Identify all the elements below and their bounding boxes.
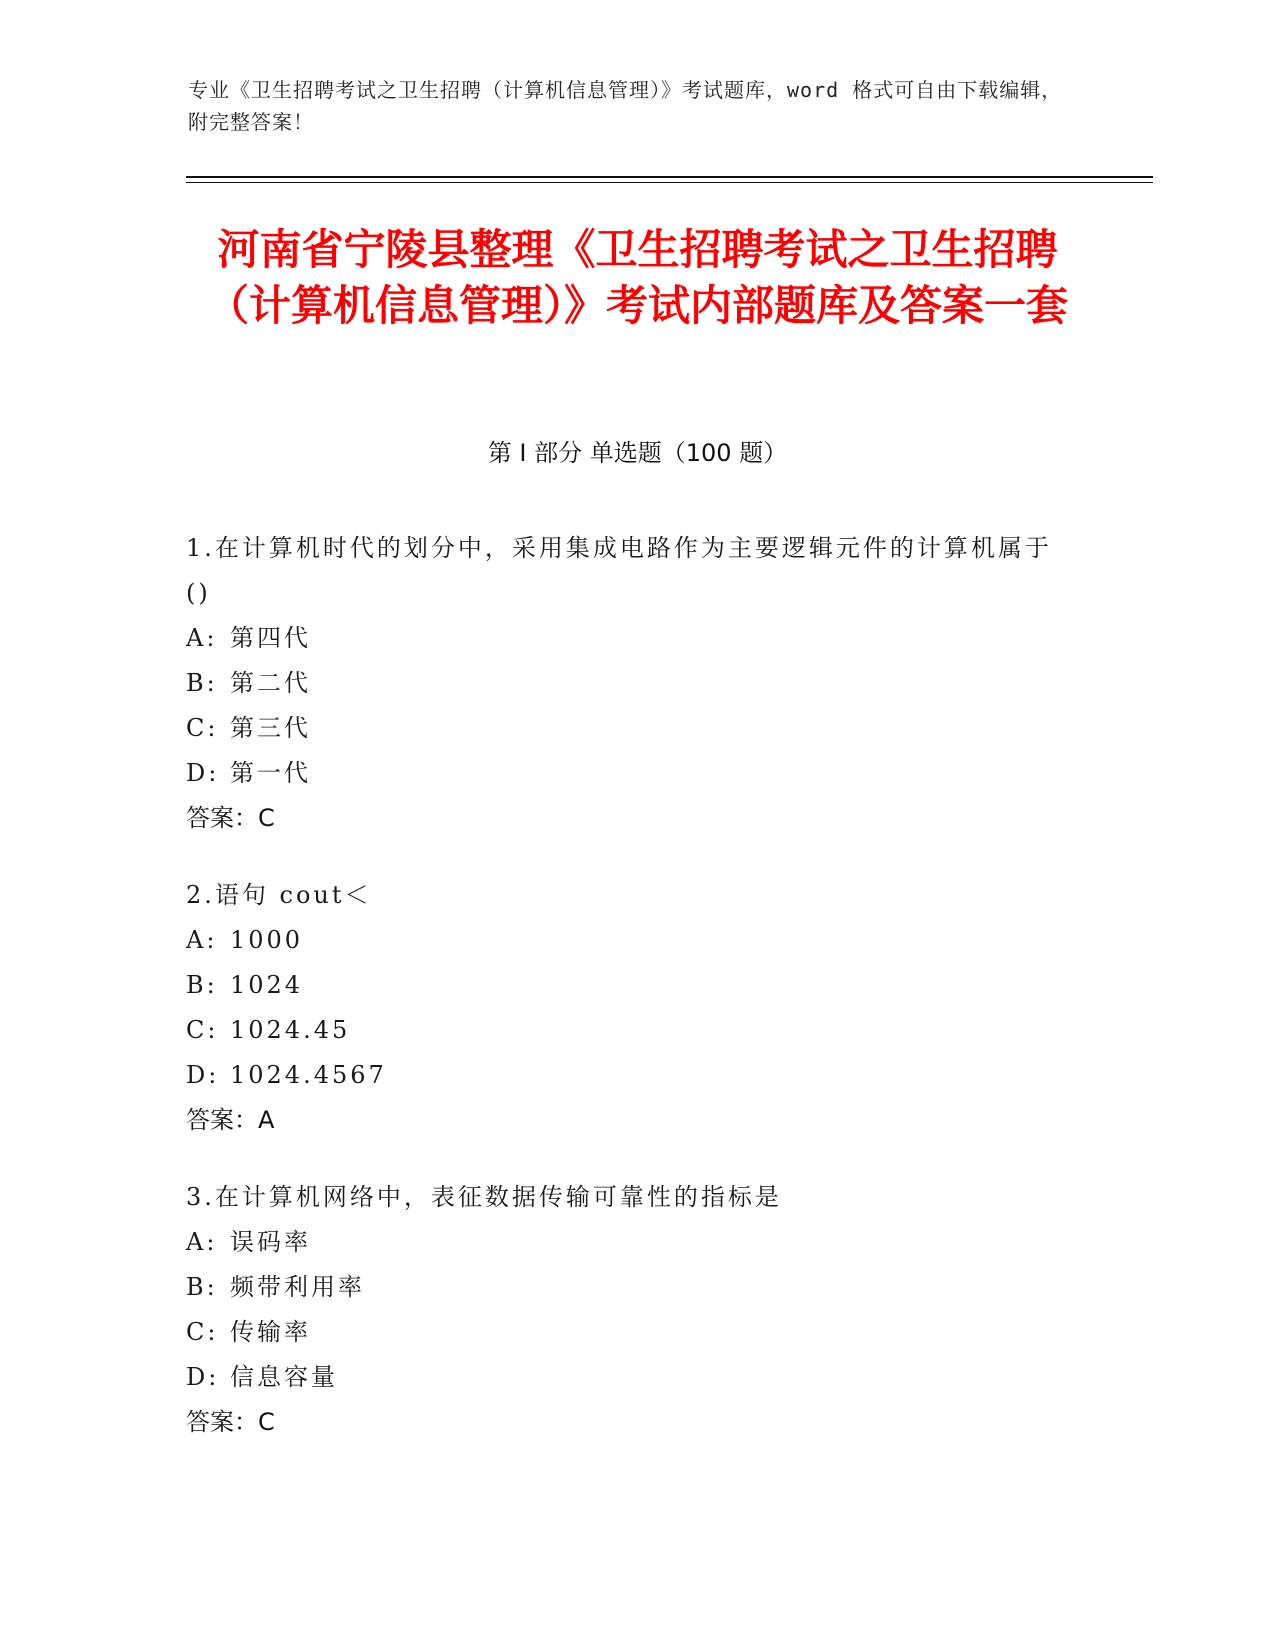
option-text: 信息容量	[230, 1363, 338, 1391]
answer-label: 答案：	[186, 1106, 258, 1134]
option-key: A:	[186, 624, 218, 652]
option-text: 1024.4567	[230, 1061, 387, 1089]
option-text: 频带利用率	[230, 1273, 365, 1301]
option-d	[186, 1053, 1066, 1098]
option-key: A:	[186, 926, 218, 954]
option-text: 第四代	[230, 624, 311, 652]
header-divider-thick	[186, 176, 1153, 178]
answer-line	[186, 1400, 1066, 1445]
option-key: D:	[186, 759, 220, 787]
option-c	[186, 1310, 1066, 1355]
option-key: C:	[186, 714, 219, 742]
option-key: C:	[186, 1016, 219, 1044]
answer-label: 答案：	[186, 1408, 258, 1436]
answer-line	[186, 796, 1066, 841]
question-stem: 2.语句 cout＜	[186, 881, 372, 909]
section-heading: 第 I 部分 单选题（100 题）	[487, 439, 788, 467]
option-a	[186, 616, 1066, 661]
option-key: B:	[186, 1273, 218, 1301]
question-item	[186, 873, 1066, 1143]
option-a	[186, 918, 1066, 963]
answer-value: C	[258, 804, 275, 832]
option-key: B:	[186, 669, 218, 697]
option-b	[186, 661, 1066, 706]
answer-label: 答案：	[186, 804, 258, 832]
option-key: B:	[186, 971, 218, 999]
option-text: 第二代	[230, 669, 311, 697]
option-text: 第一代	[230, 759, 311, 787]
header-note: 专业《卫生招聘考试之卫生招聘（计算机信息管理）》考试题库，word 格式可自由下载编辑，附完整答案！	[188, 78, 1063, 134]
option-b	[186, 963, 1066, 1008]
question-stem: 1.在计算机时代的划分中，采用集成电路作为主要逻辑元件的计算机属于()	[186, 534, 1052, 607]
option-key: D:	[186, 1363, 220, 1391]
option-d	[186, 1355, 1066, 1400]
option-text: 传输率	[230, 1318, 311, 1346]
option-text: 1024.45	[230, 1016, 351, 1044]
question-item	[186, 526, 1066, 841]
document-title: 河南省宁陵县整理《卫生招聘考试之卫生招聘（计算机信息管理）》考试内部题库及答案一套	[206, 225, 1068, 330]
option-b	[186, 1265, 1066, 1310]
answer-line	[186, 1098, 1066, 1143]
option-text: 1000	[230, 926, 304, 954]
option-c	[186, 706, 1066, 751]
header-divider-thin	[186, 182, 1153, 183]
option-d	[186, 751, 1066, 796]
question-stem: 3.在计算机网络中，表征数据传输可靠性的指标是	[186, 1183, 782, 1211]
option-text: 1024	[230, 971, 304, 999]
option-key: A:	[186, 1228, 218, 1256]
question-list	[186, 526, 1066, 1477]
option-text: 第三代	[230, 714, 311, 742]
option-key: D:	[186, 1061, 220, 1089]
question-item	[186, 1175, 1066, 1445]
option-text: 误码率	[230, 1228, 311, 1256]
option-key: C:	[186, 1318, 219, 1346]
option-c	[186, 1008, 1066, 1053]
answer-value: A	[258, 1106, 275, 1134]
option-a	[186, 1220, 1066, 1265]
answer-value: C	[258, 1408, 275, 1436]
